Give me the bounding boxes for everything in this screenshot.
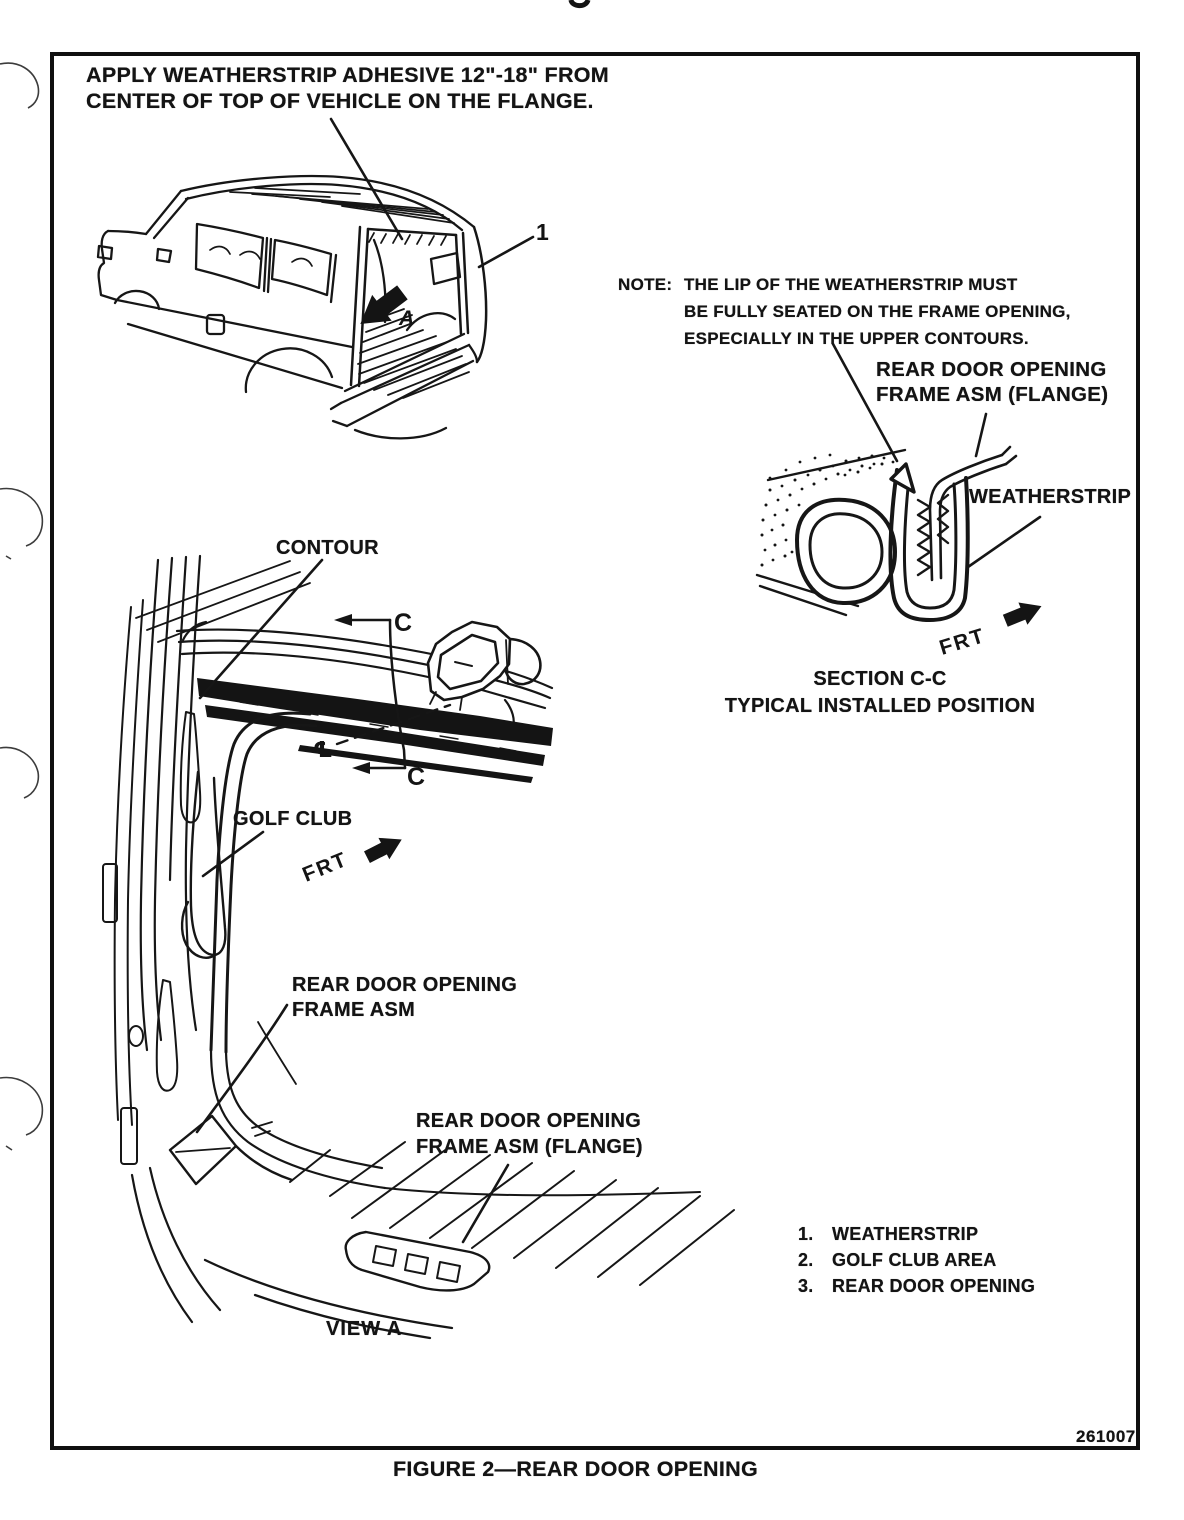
note-line3: ESPECIALLY IN THE UPPER CONTOURS. <box>684 329 1029 348</box>
cropped-page-header-mark <box>571 0 588 6</box>
note-line1: THE LIP OF THE WEATHERSTRIP MUST <box>684 275 1018 294</box>
frame-flange-right-line1: REAR DOOR OPENING <box>876 358 1107 381</box>
note-prefix: NOTE: <box>618 275 673 294</box>
legend-item-weatherstrip <box>798 1221 1035 1247</box>
frame-asm-line1: REAR DOOR OPENING <box>292 974 518 996</box>
frt-label-left: FRT <box>299 847 352 887</box>
note-line2: BE FULLY SEATED ON THE FRAME OPENING, <box>684 302 1071 321</box>
frame-flange-label-right <box>876 357 1108 407</box>
legend-num-3: 3. <box>798 1276 814 1296</box>
weatherstrip-note <box>618 271 1071 352</box>
golf-club-label: GOLF CLUB <box>233 808 353 830</box>
legend-label-2: GOLF CLUB AREA <box>832 1250 997 1270</box>
section-marker-c-top: C <box>394 609 413 637</box>
figure-caption: FIGURE 2—REAR DOOR OPENING <box>393 1457 758 1481</box>
apply-adhesive-note-line2: CENTER OF TOP OF VEHICLE ON THE FLANGE. <box>86 89 594 113</box>
frt-label-right: FRT <box>936 624 989 660</box>
weatherstrip-label: WEATHERSTRIP <box>969 486 1132 508</box>
view-a-arrow-letter: A <box>399 307 415 330</box>
apply-adhesive-note <box>86 62 609 114</box>
apply-adhesive-note-line1: APPLY WEATHERSTRIP ADHESIVE 12"-18" FROM <box>86 63 610 87</box>
margin-scan-marks <box>0 63 42 1150</box>
legend-label-1: WEATHERSTRIP <box>832 1224 979 1244</box>
frame-flange-label-bottom <box>416 1108 643 1160</box>
section-cc-title <box>705 666 1055 720</box>
legend <box>798 1221 1035 1299</box>
frame-asm-line2: FRAME ASM <box>292 999 416 1021</box>
note-row1 <box>618 271 1071 298</box>
section-marker-c-bottom: C <box>407 763 426 791</box>
frame-flange-right-line2: FRAME ASM (FLANGE) <box>876 383 1109 406</box>
frame-flange-bottom-line2: FRAME ASM (FLANGE) <box>416 1136 643 1158</box>
centerline-symbol: ℄ <box>313 737 333 762</box>
section-cc-title-line: SECTION C-C <box>813 668 947 690</box>
doc-number: 261007 <box>1076 1427 1136 1446</box>
legend-label-3: REAR DOOR OPENING <box>832 1276 1036 1296</box>
legend-item-rear-door-opening <box>798 1273 1035 1299</box>
section-cc-subtitle-line: TYPICAL INSTALLED POSITION <box>724 695 1036 717</box>
callout-1-number: 1 <box>536 219 549 245</box>
view-a-label: VIEW A <box>326 1318 403 1340</box>
legend-item-golf-club-area <box>798 1247 1035 1273</box>
frame-flange-bottom-line1: REAR DOOR OPENING <box>416 1110 642 1132</box>
legend-num-2: 2. <box>798 1250 814 1270</box>
contour-label: CONTOUR <box>276 537 379 559</box>
frame-asm-label <box>292 973 517 1023</box>
legend-num-1: 1. <box>798 1224 814 1244</box>
